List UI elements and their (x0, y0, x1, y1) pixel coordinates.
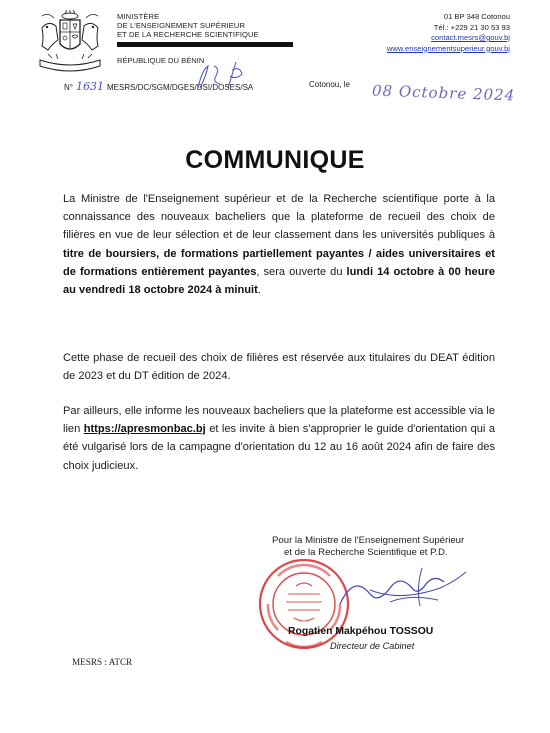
page-title: COMMUNIQUE (185, 146, 365, 174)
contact-phone: Tél.: +229 21 30 53 93 (433, 22, 510, 32)
p3-text-1: Par ailleurs, elle informe les nouveaux bacheliers que la plateforme est accessible via le lien (63, 405, 495, 436)
reference-number: 1631 (75, 80, 104, 93)
handwritten-date: 08 Octobre 2024 (371, 81, 516, 105)
signature-for-line-1: Pour la Ministre de l'Enseignement Supérieur (272, 535, 465, 546)
header-divider-bar (117, 42, 293, 47)
p3-text-2: et les invite à bien s'approprier le guide d'orientation qui a été vulgarisé lors de la campagne d'orientation du 12 au 16 août 2024 afin de faire des choix judicieux. (63, 423, 495, 472)
ministry-line-2: DE L'ENSEIGNEMENT SUPÉRIEUR (117, 21, 246, 30)
signature-for-line-2: et de la Recherche Scientifique et P.D. (284, 546, 448, 558)
contact-email-link[interactable]: contact.mesrs@gouv.bj (431, 33, 510, 42)
paragraph-eligibility: Cette phase de recueil des choix de filières est réservée aux titulaires du DEAT édition de 2023 et du DT édition de 2024. (63, 352, 495, 383)
website-link[interactable]: www.enseignementsuperieur.gouv.bj (386, 43, 510, 53)
paragraph-platform (63, 402, 495, 475)
reference-code: MESRS/DC/SGM/DGES/DSI/DOSES/SA (106, 83, 254, 92)
handwritten-initials (188, 58, 258, 94)
handwritten-signature (330, 560, 480, 620)
p1-bold-2: lundi 14 octobre à 00 heure au vendredi 18 octobre 2024 à minuit (63, 265, 495, 297)
contact-address: 01 BP 348 Cotonou (443, 12, 510, 21)
ministry-name (117, 12, 259, 39)
signer-role: Directeur de Cabinet (330, 641, 415, 651)
signature-authority (272, 535, 464, 558)
platform-link[interactable]: https://apresmonbac.bj (83, 423, 206, 436)
republic-name: RÉPUBLIQUE DU BÉNIN (117, 56, 205, 65)
ministry-line-3: ET DE LA RECHERCHE SCIENTIFIQUE (117, 30, 259, 39)
p1-text-1: La Ministre de l'Enseignement supérieur et de la Recherche scientifique porte à la connaissance des nouveaux bacheliers que la plateforme de recueil des choix de filières en vue de leur sélection et de leur classement dans les universités publiques à (63, 193, 495, 242)
contact-block (387, 12, 510, 54)
p1-text-3: . (257, 284, 261, 297)
paragraph-announcement (63, 190, 495, 299)
p1-bold-1: titre de boursiers, de formations partiellement payantes / aides universitaires et de formations entièrement payantes (63, 247, 495, 278)
signer-name: Rogatien Makpéhou TOSSOU (288, 626, 434, 637)
reference-prefix: N° (64, 83, 73, 92)
place-label: Cotonou, le (309, 80, 350, 89)
p1-text-2: , sera ouverte du (256, 265, 347, 278)
ministry-line-1: MINISTÈRE (117, 12, 160, 21)
footer-reference: MESRS : ATCR (72, 657, 133, 667)
coat-of-arms-emblem (34, 10, 106, 72)
